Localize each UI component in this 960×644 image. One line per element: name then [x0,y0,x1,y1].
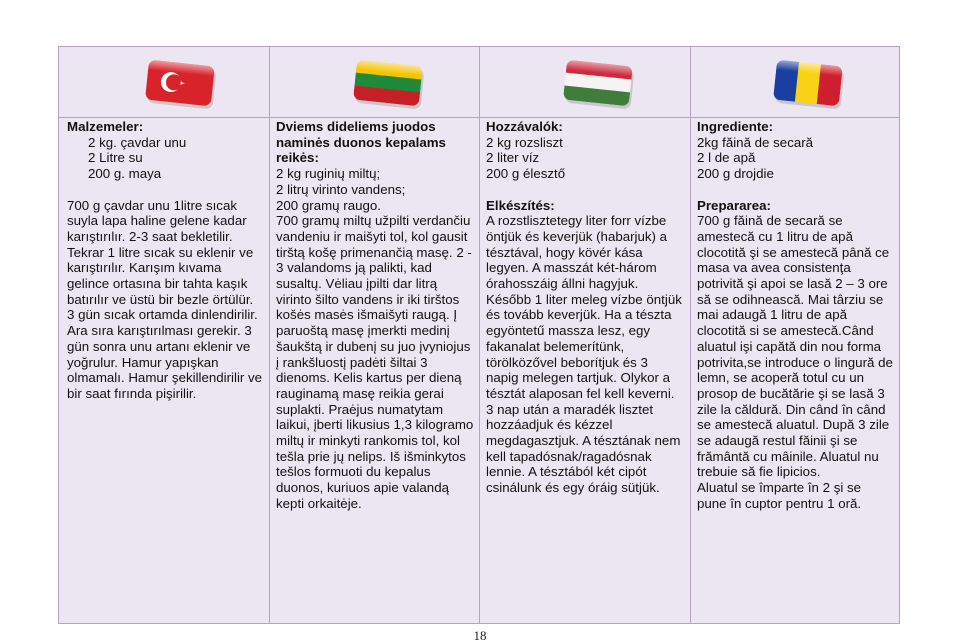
ingredient-item: 200 g. maya [88,166,162,182]
ingredient-item: 2 litrų virinto vandens; [276,181,406,197]
column-divider [269,47,270,623]
recipe-instructions-end: Aluatul se împarte în 2 şi se pune în cuptor pentru 1 oră. [697,480,862,511]
method-heading: Elkészítés: [486,197,555,213]
page-number: 18 [473,628,487,643]
column-divider [479,47,480,623]
ingredients-heading: Malzemeler: [67,119,144,134]
hungary-flag-icon [559,55,637,109]
ingredient-item: 2 kg ruginių miltų; [276,166,381,182]
recipe-instructions: 700 gramų miltų užpilti verdančiu vandeniu ir maišyti tol, kol gausit tirštą košę primenančią masę. 2 - 3 valandoms ją palikti, kad susaltų. Vėliau įpilti dar litrą virinto šilto vandens ir iki tirštos košės masės išmaišyti raugą. Į paruoštą masę įmerkti medinį šaukštą ir dubenį su juo įvyniojus į rankšluostį padėti šiltai 3 dienoms. Kelis kartus per dieną rauginamą masę reikia gerai suplakti. Praėjus numatytam laikui, įberti likusius 1,3 kilogramo miltų ir minkyti rankomis tol, kol tešla prie jų nelips. Iš išminkytos tešlos formuoti du kepalus duonos, kuriuos apie valandą kepti orkaitėje. [276,213,474,511]
recipe-table [58,46,900,624]
romania-flag-icon [769,55,847,109]
column-divider [690,47,691,623]
ingredient-item: 2 Litre su [88,150,143,166]
recipe-instructions: A rozstlisztetegy liter forr vízbe öntjük és keverjük (habarjuk) a tésztával, hogy kövér kása legyen. A masszát két-három órahosszáig állni hagyjuk. Később 1 liter meleg vízbe öntjük és tovább keverjük. Ha a tészta egyöntetű massza lesz, egy fakanalat belemerítünk, törölközővel beborítjuk és 3 napig melegen tartjuk. Olykor a tésztát alaposan fel kell keverni. 3 nap után a maradék lisztet hozzáadjuk és kézzel megdagasztjuk. A tésztának nem kell tapadósnak/ragadósnak lennie. A tésztából két cipót csinálunk és egy óráig sütjük. [486,213,682,496]
romanian-recipe [697,119,893,512]
ingredients-heading: Hozzávalók: [486,119,563,134]
ingredient-item: 2 kg rozsliszt [486,134,563,150]
recipe-instructions: 700 g çavdar unu 1litre sıcak suyla lapa haline gelene kadar karıştırılır. 2-3 saat bekletilir. Tekrar 1 litre sıcak su eklenir ve karıştırılır. Karışım kıvama gelince ortasına bir tahta kaşık batırılır ve üstü bir bezle örtülür. 3 gün sıcak ortamda dinlendirilir. Ara sıra karıştırılması gerekir. 3 gün sonra unu artanı eklenir ve yoğrulur. Hamur yapışkan olmamalı. Hamur şekillendirilir ve bir saat fırında pişirilir. [67,197,263,401]
method-heading: Prepararea: [697,197,771,213]
turkish-recipe [67,119,263,402]
recipe-instructions: 700 g făină de secară se amestecă cu 1 litru de apă clocotită şi se amestecă până ce masa va avea consistenţa potrivită şi apoi se lasă 2 – 3 ore să se odihnească. Mai târziu se mai adaugă 1 litru de apă clocotită si se amestecă.Când aluatul işi capătă din nou forma potrivita,se introduce o lingură de lemn, se acoperă totul cu un prosop de bucătărie şi se lasă 3 zile la căldură. Din când în când se amestecă aluatul. După 3 zile se adaugă restul făinii şi se frământă cu mâinile. Aluatul nu trebuie să fie lipicios. [697,213,893,480]
turkey-flag-icon [141,55,219,109]
ingredient-item: 200 gramų raugo. [276,197,381,213]
lithuanian-recipe [276,119,474,512]
ingredient-item: 2kg făină de secară [697,134,814,150]
ingredient-item: 200 g drojdie [697,166,774,182]
ingredient-item: 2 l de apă [697,150,756,166]
ingredient-item: 2 kg. çavdar unu [88,134,187,150]
hungarian-recipe [486,119,684,496]
ingredient-item: 200 g élesztő [486,166,566,182]
lithuania-flag-icon [349,55,427,109]
ingredients-heading: Dviems dideliems juodos naminės duonos kepalams reikės: [276,119,446,166]
ingredients-heading: Ingrediente: [697,119,774,134]
ingredient-item: 2 liter víz [486,150,540,166]
